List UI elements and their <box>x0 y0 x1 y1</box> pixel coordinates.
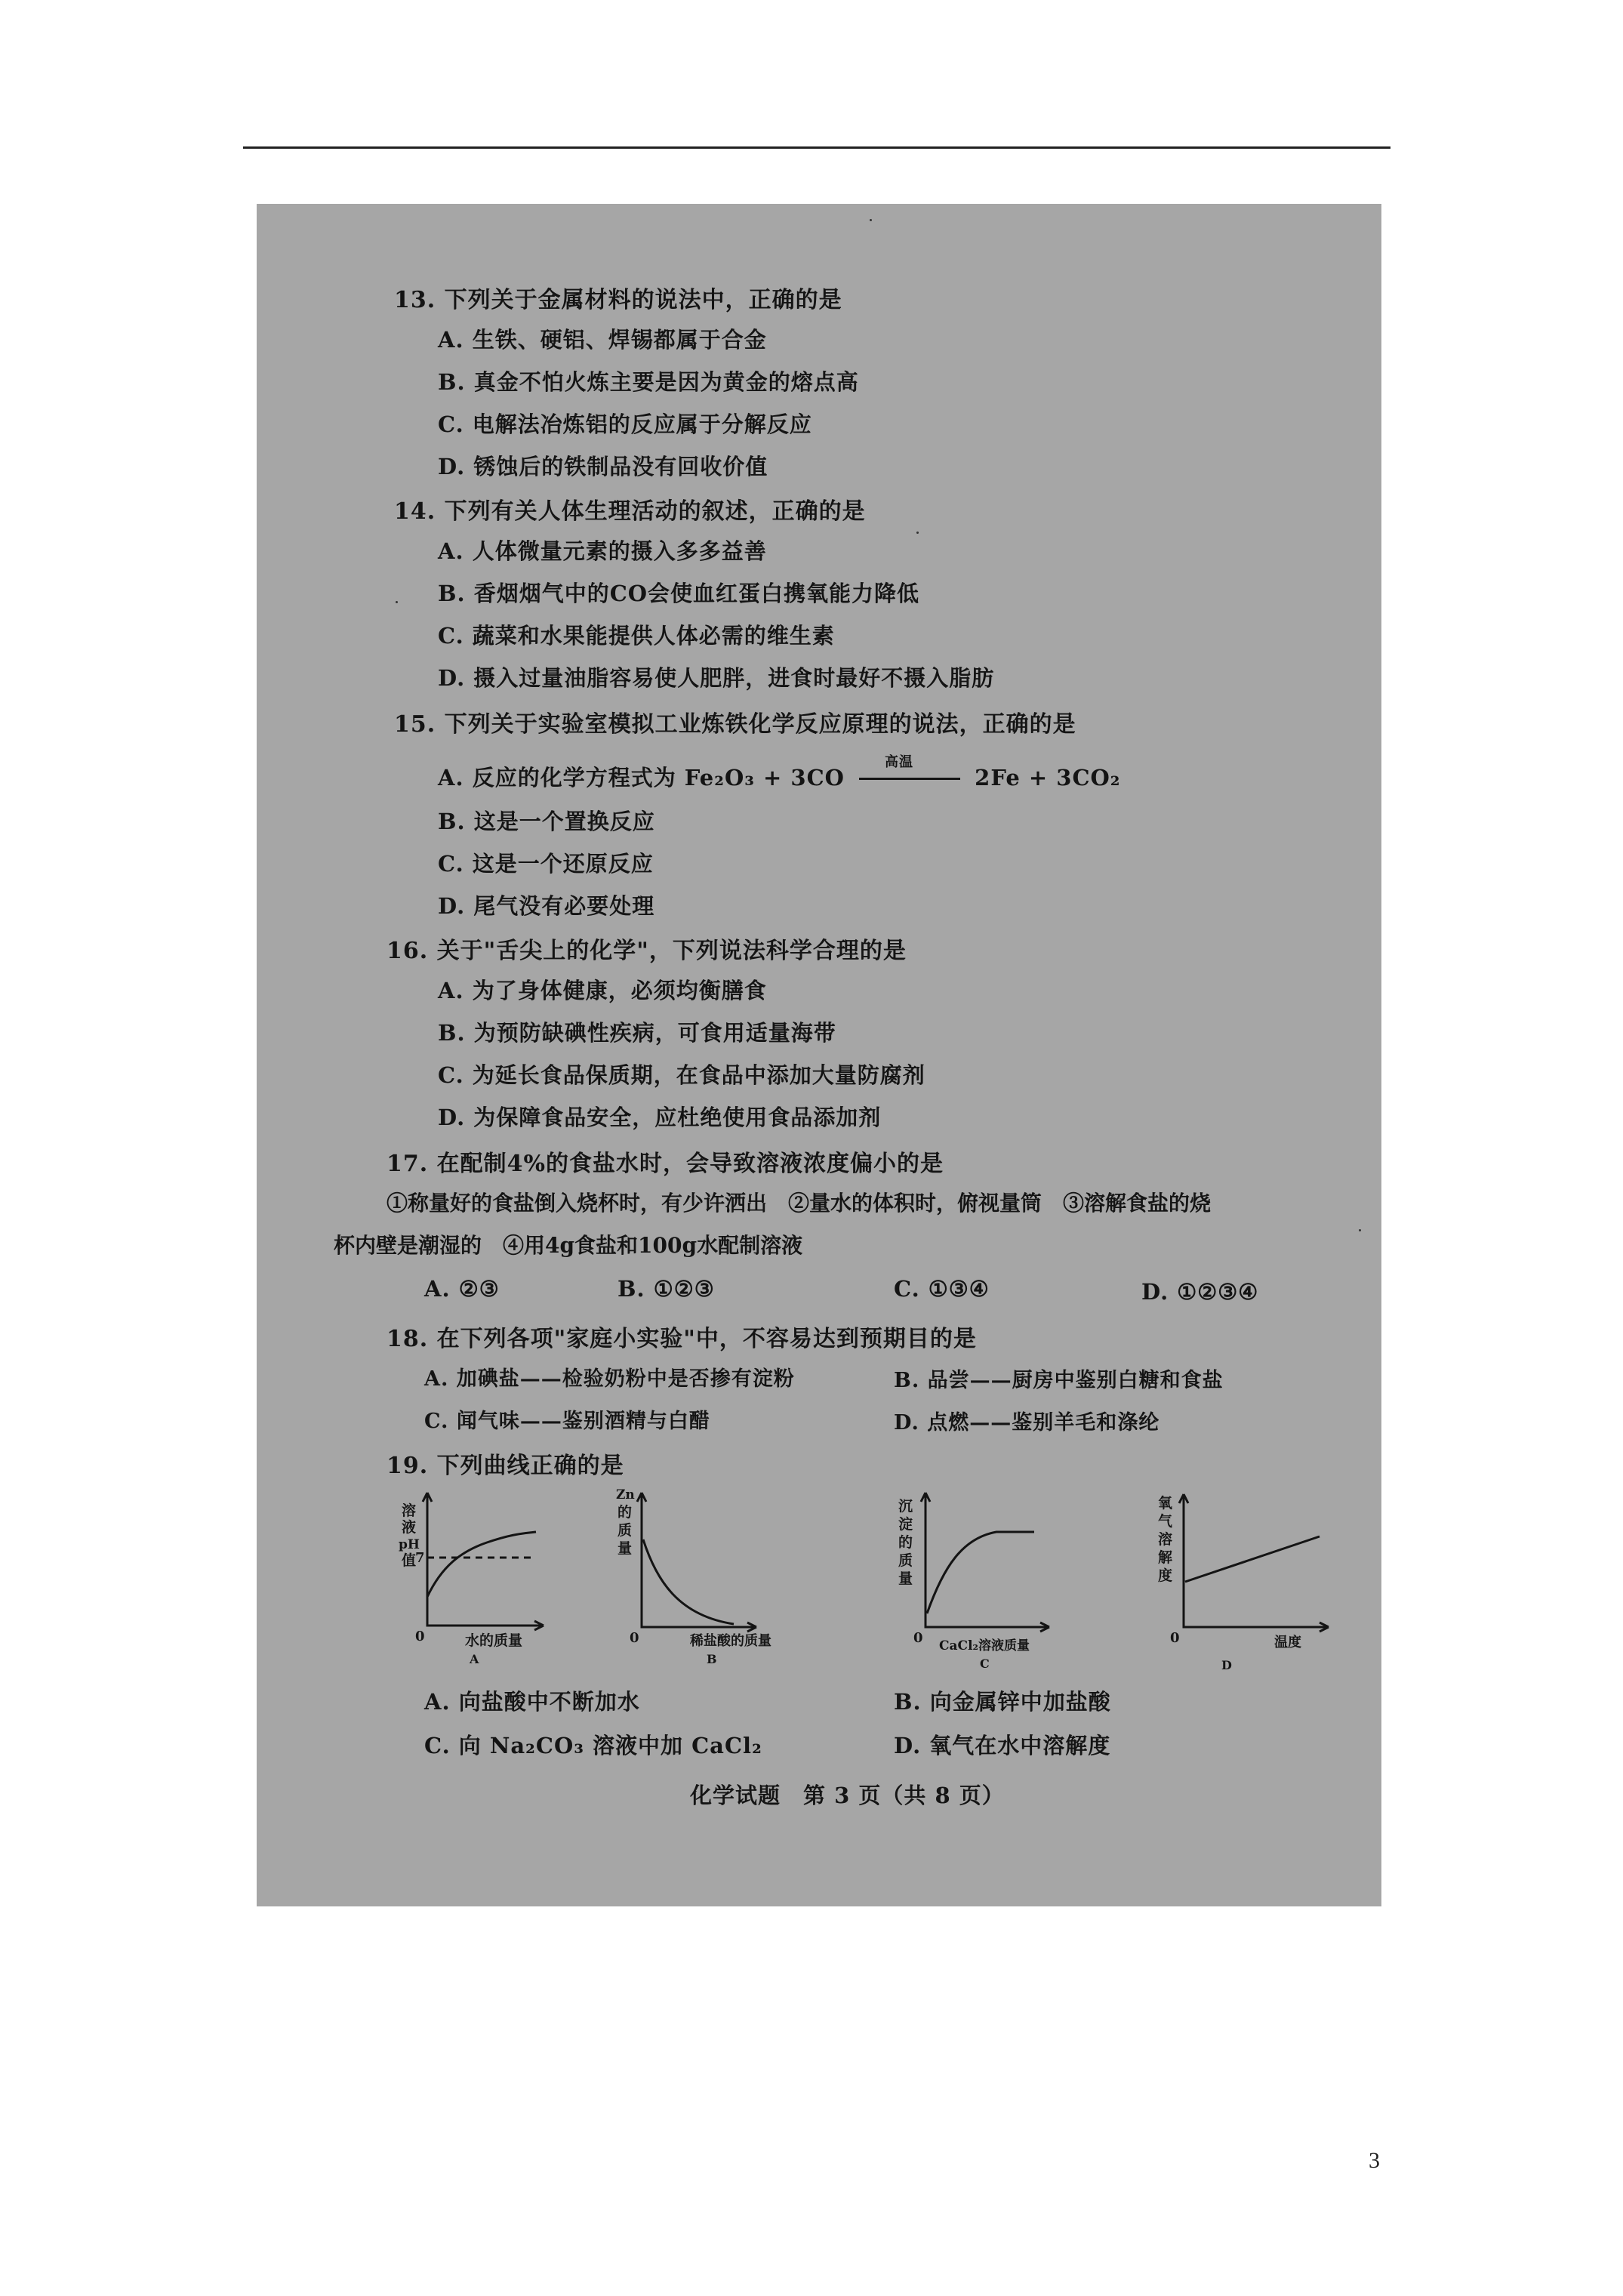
question-15-option-b: B. 这是一个置换反应 <box>438 809 655 834</box>
scan-speck <box>916 532 919 534</box>
graph-a-letter: A <box>470 1652 479 1666</box>
graph-a <box>355 1484 566 1687</box>
equation-condition: 高温 <box>885 754 914 770</box>
question-17-statements-line1: ①称量好的食盐倒入烧杯时，有少许洒出 ②量水的体积时，俯视量筒 ③溶解食盐的烧 <box>387 1191 1212 1216</box>
question-16-option-c: C. 为延长食品保质期，在食品中添加大量防腐剂 <box>438 1062 925 1088</box>
graph-a-curve <box>427 1532 536 1597</box>
graph-d-ylabel-5: 度 <box>1158 1567 1173 1584</box>
graph-a-ylabel-4: 值 <box>402 1552 417 1569</box>
question-13-option-d: D. 锈蚀后的铁制品没有回收价值 <box>438 454 768 479</box>
scan-speck <box>870 219 872 221</box>
graph-b-letter: B <box>707 1652 717 1666</box>
graph-a-ylabel-2: 液 <box>402 1519 417 1536</box>
scanned-exam-page <box>257 204 1381 1906</box>
question-17-option-a: A. ②③ <box>424 1276 500 1302</box>
question-16-option-d: D. 为保障食品安全，应杜绝使用食品添加剂 <box>438 1105 882 1130</box>
graph-c-ylabel-3: 的 <box>898 1534 913 1551</box>
graph-b-axes <box>642 1493 756 1627</box>
question-17-option-d: D. ①②③④ <box>1141 1279 1259 1305</box>
graph-b <box>566 1484 785 1687</box>
graph-a-ylabel-1: 溶 <box>402 1502 417 1519</box>
graph-a-arrowheads <box>423 1493 544 1630</box>
question-13-stem: 13. 下列关于金属材料的说法中，正确的是 <box>394 287 842 313</box>
question-19-option-d: D. 氧气在水中溶解度 <box>894 1733 1111 1758</box>
graph-b-ylabel-4: 量 <box>617 1540 633 1557</box>
graph-a-marker-7: 7 <box>415 1550 425 1566</box>
equation-arrow <box>859 778 960 780</box>
graph-b-arrowheads <box>637 1493 756 1632</box>
question-16-option-a: A. 为了身体健康，必须均衡膳食 <box>438 978 767 1003</box>
question-18-option-c: C. 闻气味——鉴别酒精与白醋 <box>424 1410 710 1433</box>
question-16-stem: 16. 关于"舌尖上的化学"，下列说法科学合理的是 <box>387 938 907 964</box>
graph-d-ylabel-4: 解 <box>1158 1549 1173 1566</box>
graph-c-axes <box>925 1493 1049 1627</box>
graph-b-xlabel: 稀盐酸的质量 <box>690 1633 771 1649</box>
graph-c-ylabel-1: 沉 <box>898 1498 913 1515</box>
question-19-stem: 19. 下列曲线正确的是 <box>387 1453 624 1479</box>
graph-c-curve <box>927 1532 1034 1613</box>
graph-d-axes <box>1184 1494 1329 1627</box>
graph-b-ylabel-3: 质 <box>617 1522 633 1539</box>
page-number: 3 <box>1369 2148 1380 2173</box>
graph-d-xlabel: 温度 <box>1274 1635 1301 1650</box>
question-18-stem: 18. 在下列各项"家庭小实验"中，不容易达到预期目的是 <box>387 1326 977 1352</box>
graph-b-ylabel-1: Zn <box>616 1487 635 1502</box>
graph-d-ylabel-1: 氧 <box>1158 1495 1173 1512</box>
graph-d-line <box>1185 1536 1320 1582</box>
graph-c-ylabel-2: 淀 <box>898 1516 913 1533</box>
equation-reactants: A. 反应的化学方程式为 Fe₂O₃ + 3CO <box>438 765 845 791</box>
question-15-option-d: D. 尾气没有必要处理 <box>438 893 655 919</box>
graph-c-letter: C <box>980 1657 990 1671</box>
question-14-option-c: C. 蔬菜和水果能提供人体必需的维生素 <box>438 623 835 649</box>
scan-speck <box>1359 1229 1361 1231</box>
question-19-option-b: B. 向金属锌中加盐酸 <box>894 1689 1111 1715</box>
question-13-option-b: B. 真金不怕火炼主要是因为黄金的熔点高 <box>438 369 859 395</box>
scan-speck <box>396 601 398 603</box>
exam-footer: 化学试题 第 3 页（共 8 页） <box>690 1783 1005 1808</box>
graph-c-arrowheads <box>921 1493 1049 1632</box>
question-19-option-c: C. 向 Na₂CO₃ 溶液中加 CaCl₂ <box>424 1733 762 1758</box>
graph-c-ylabel-5: 量 <box>898 1570 913 1587</box>
question-17-statements-line2: 杯内壁是潮湿的 ④用4g食盐和100g水配制溶液 <box>334 1233 803 1258</box>
question-17-option-b: B. ①②③ <box>617 1276 715 1302</box>
graph-d-letter: D <box>1221 1658 1232 1672</box>
graph-d-ylabel-2: 气 <box>1158 1513 1173 1530</box>
question-15-option-c: C. 这是一个还原反应 <box>438 851 654 877</box>
graph-c-origin: 0 <box>913 1630 923 1646</box>
question-19-option-a: A. 向盐酸中不断加水 <box>424 1689 640 1715</box>
question-15-option-a <box>438 754 1121 792</box>
question-17-stem: 17. 在配制4%的食盐水时，会导致溶液浓度偏小的是 <box>387 1151 944 1177</box>
question-15-stem: 15. 下列关于实验室模拟工业炼铁化学反应原理的说法，正确的是 <box>394 711 1076 738</box>
graph-b-ylabel-2: 的 <box>617 1504 633 1521</box>
graph-d-origin: 0 <box>1170 1630 1180 1646</box>
header-rule <box>243 146 1390 149</box>
graph-d-ylabel-3: 溶 <box>1158 1531 1173 1548</box>
question-18-option-b: B. 品尝——厨房中鉴别白糖和食盐 <box>894 1369 1224 1392</box>
question-18-option-a: A. 加碘盐——检验奶粉中是否掺有淀粉 <box>424 1367 795 1391</box>
question-14-option-a: A. 人体微量元素的摄入多多益善 <box>438 538 767 564</box>
graph-b-curve <box>643 1539 734 1624</box>
question-16-option-b: B. 为预防缺碘性疾病，可食用适量海带 <box>438 1020 836 1046</box>
graph-a-origin: 0 <box>415 1629 425 1644</box>
graph-b-origin: 0 <box>630 1630 639 1646</box>
graph-c-xlabel: CaCl₂溶液质量 <box>939 1638 1030 1653</box>
question-13-option-a: A. 生铁、硬铝、焊锡都属于合金 <box>438 327 767 353</box>
graph-c <box>868 1484 1095 1687</box>
graph-a-ylabel-3: pH <box>399 1537 420 1552</box>
graph-c-ylabel-4: 质 <box>898 1552 913 1569</box>
question-14-stem: 14. 下列有关人体生理活动的叙述，正确的是 <box>394 498 866 525</box>
graph-d <box>1110 1484 1359 1687</box>
graph-a-xlabel: 水的质量 <box>465 1632 523 1649</box>
question-14-option-b: B. 香烟烟气中的CO会使血红蛋白携氧能力降低 <box>438 581 920 606</box>
question-18-option-d: D. 点燃——鉴别羊毛和涤纶 <box>894 1411 1160 1435</box>
question-17-option-c: C. ①③④ <box>894 1276 990 1302</box>
graph-a-axes <box>427 1493 544 1626</box>
question-13-option-c: C. 电解法冶炼铝的反应属于分解反应 <box>438 411 812 437</box>
question-14-option-d: D. 摄入过量油脂容易使人肥胖，进食时最好不摄入脂肪 <box>438 665 995 691</box>
equation-products: 2Fe + 3CO₂ <box>975 765 1121 791</box>
graph-d-arrowheads <box>1179 1494 1329 1632</box>
